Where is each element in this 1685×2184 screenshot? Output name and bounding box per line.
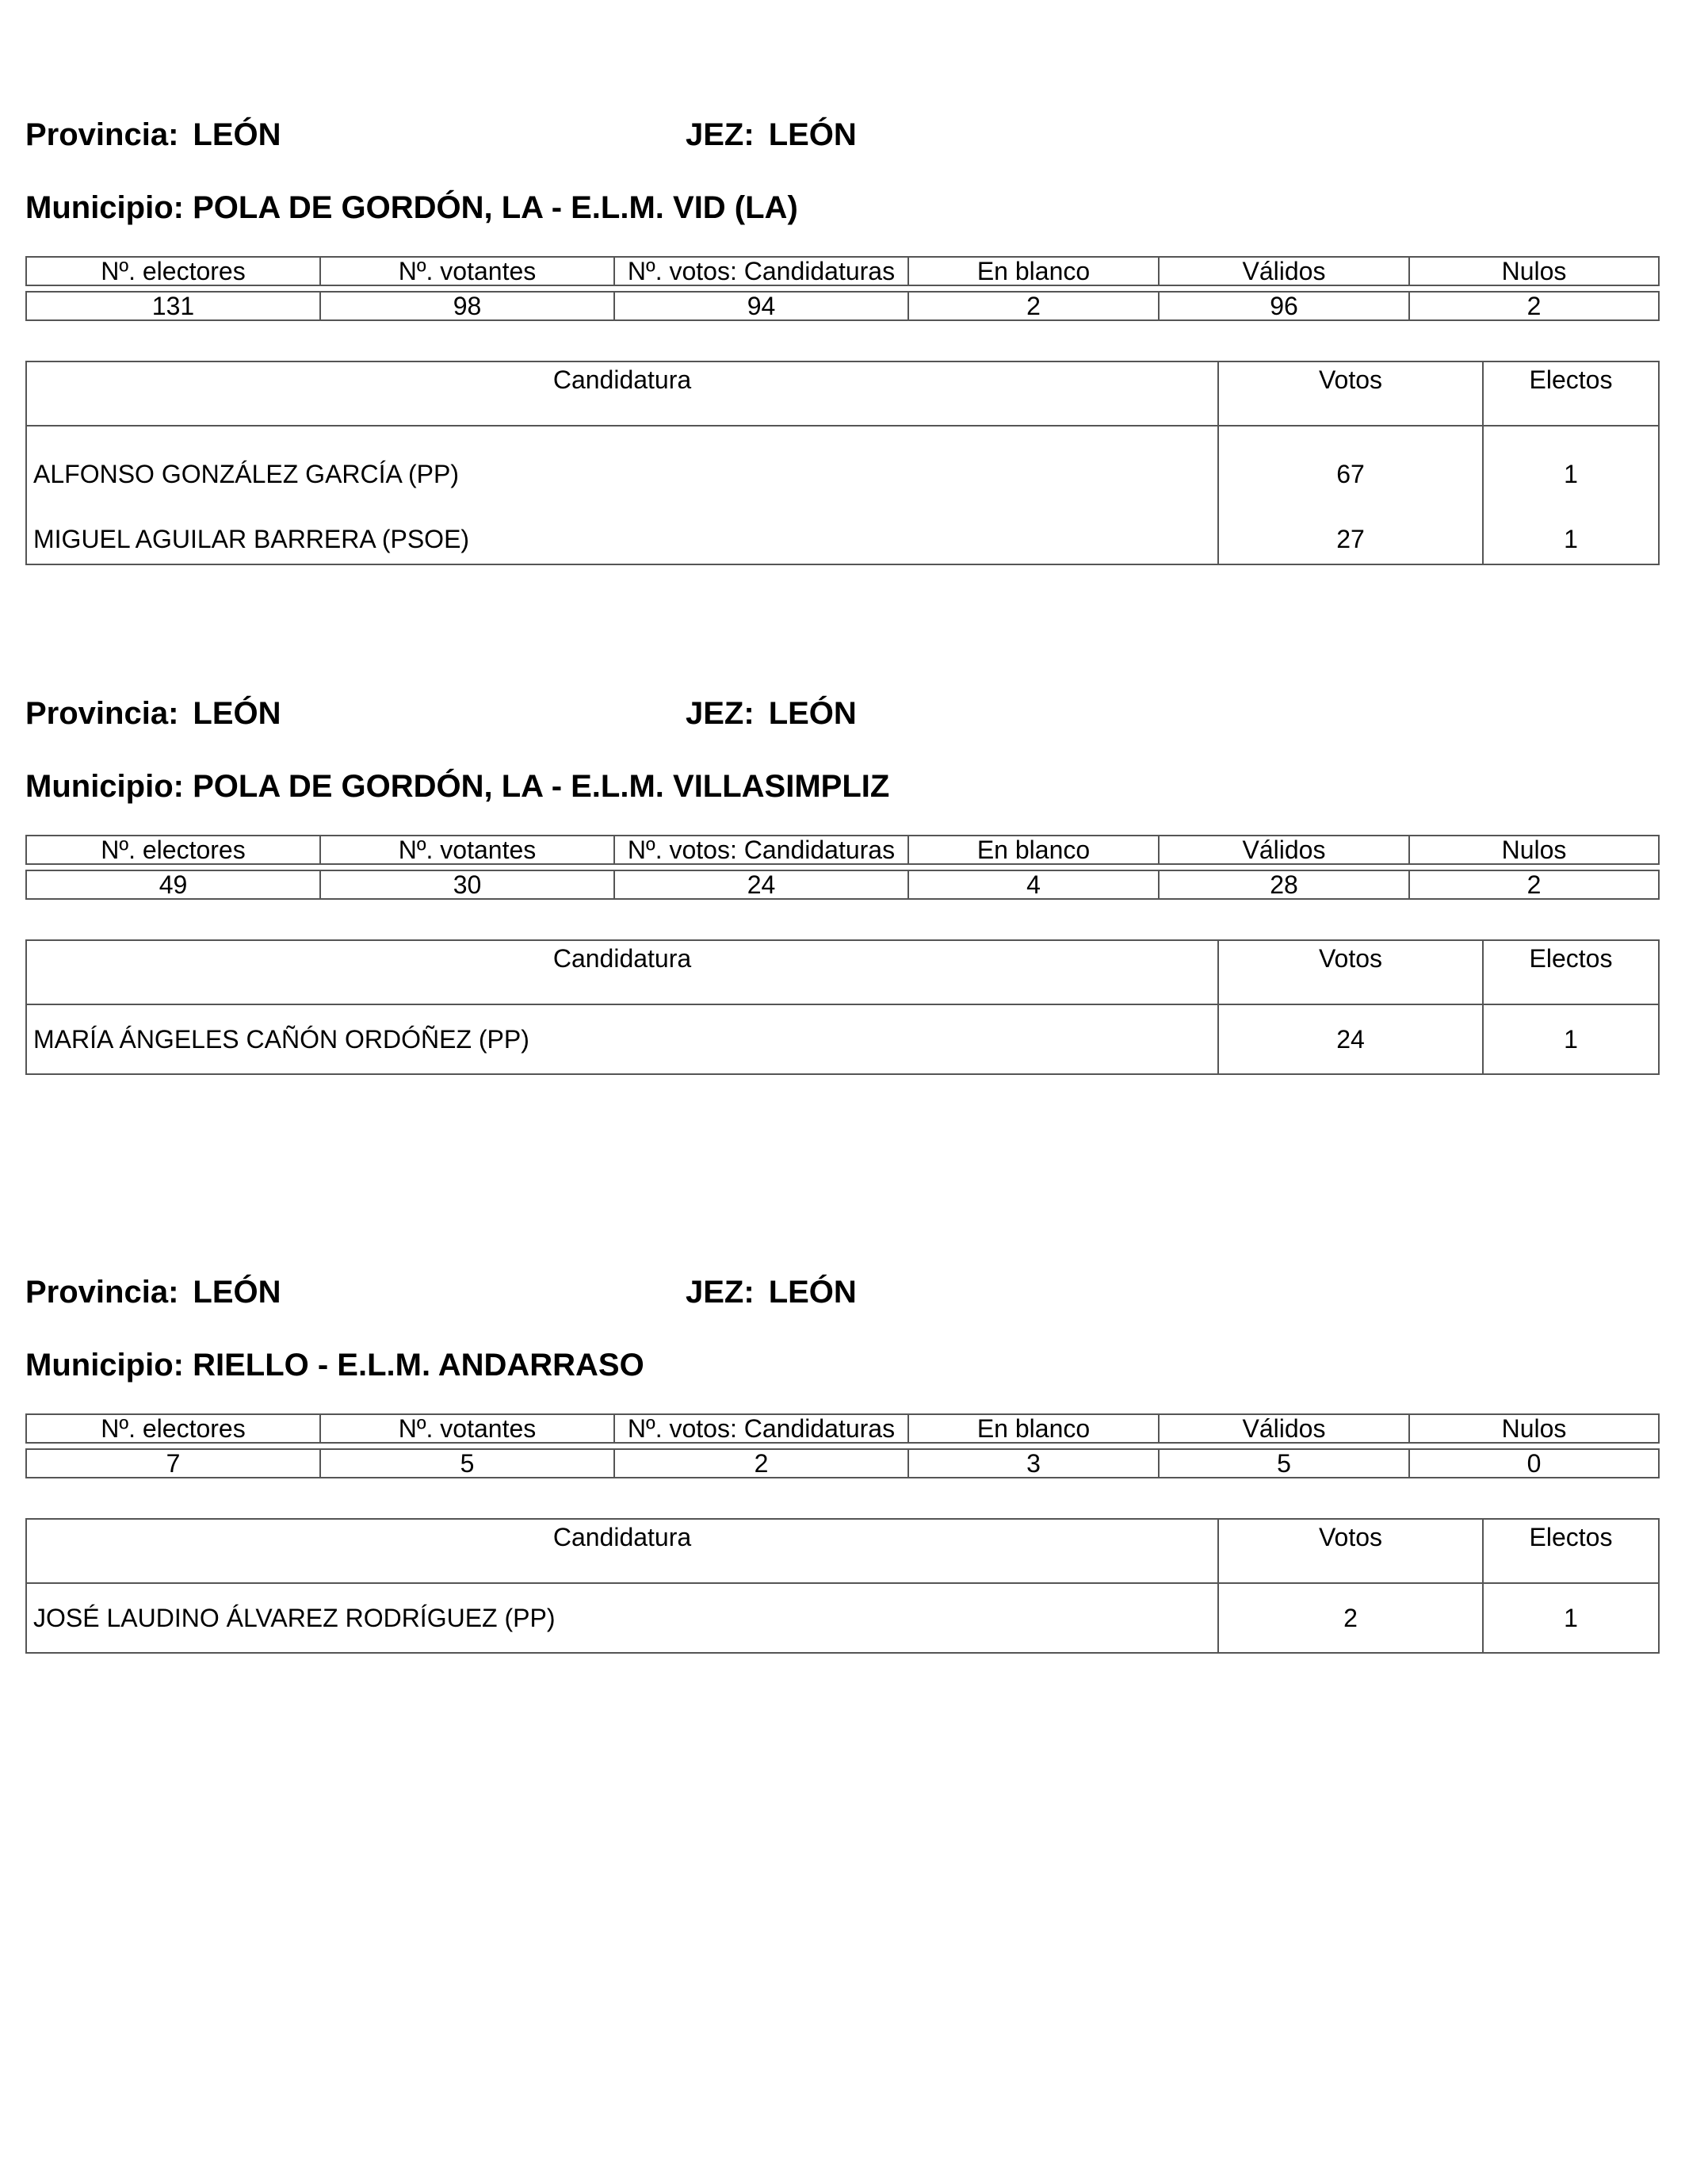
candidate-electos: 1 (1483, 1004, 1659, 1074)
provincia-value: LEÓN (193, 696, 281, 731)
summary-value-validos: 28 (1159, 870, 1409, 899)
candidate-votos: 27 (1218, 514, 1483, 564)
candidate-electos: 1 (1483, 514, 1659, 564)
candidate-name: MARÍA ÁNGELES CAÑÓN ORDÓÑEZ (PP) (26, 1004, 1218, 1074)
summary-value-en-blanco: 4 (908, 870, 1159, 899)
jez-value: LEÓN (768, 117, 857, 152)
summary-header-votantes: Nº. votantes (320, 1414, 614, 1443)
votos-header: Votos (1218, 1519, 1483, 1583)
jez-value: LEÓN (768, 1275, 857, 1310)
municipio-label: Municipio: (25, 190, 184, 225)
summary-header-nulos: Nulos (1409, 257, 1659, 285)
summary-header-votos-candidaturas: Nº. votos: Candidaturas (614, 836, 908, 864)
candidates-header-row (26, 1519, 1659, 1583)
summary-header-row (26, 257, 1659, 285)
provincia-value: LEÓN (193, 117, 281, 152)
summary-value-validos: 5 (1159, 1449, 1409, 1478)
municipio-line (25, 1345, 1658, 1385)
summary-header-en-blanco: En blanco (908, 257, 1159, 285)
summary-header-votantes: Nº. votantes (320, 836, 614, 864)
provincia-label: Provincia: (25, 696, 179, 731)
summary-header-row (26, 1414, 1659, 1443)
votos-header: Votos (1218, 361, 1483, 426)
candidate-row (26, 514, 1659, 564)
provincia-label: Provincia: (25, 117, 179, 152)
municipio-label: Municipio: (25, 769, 184, 804)
municipio-line (25, 767, 1658, 806)
summary-value-electores: 131 (26, 292, 320, 320)
summary-value-validos: 96 (1159, 292, 1409, 320)
candidatura-header: Candidatura (26, 361, 1218, 426)
electos-header: Electos (1483, 940, 1659, 1004)
candidate-electos: 1 (1483, 426, 1659, 514)
summary-value-votantes: 30 (320, 870, 614, 899)
summary-header-en-blanco: En blanco (908, 836, 1159, 864)
summary-value-votantes: 98 (320, 292, 614, 320)
candidate-votos: 2 (1218, 1583, 1483, 1653)
candidate-electos: 1 (1483, 1583, 1659, 1653)
candidate-name: MIGUEL AGUILAR BARRERA (PSOE) (26, 514, 1218, 564)
province-line (25, 694, 1658, 733)
candidate-votos: 24 (1218, 1004, 1483, 1074)
candidate-votos: 67 (1218, 426, 1483, 514)
electos-header: Electos (1483, 361, 1659, 426)
summary-value-row (26, 292, 1659, 320)
municipio-label: Municipio: (25, 1348, 184, 1383)
candidate-row (26, 426, 1659, 514)
province-line (25, 115, 1658, 155)
summary-header-votos-candidaturas: Nº. votos: Candidaturas (614, 257, 908, 285)
candidatura-header: Candidatura (26, 940, 1218, 1004)
municipio-value: POLA DE GORDÓN, LA - E.L.M. VID (LA) (193, 190, 798, 225)
summary-header-votantes: Nº. votantes (320, 257, 614, 285)
summary-header-electores: Nº. electores (26, 1414, 320, 1443)
summary-table (25, 835, 1660, 900)
summary-header-votos-candidaturas: Nº. votos: Candidaturas (614, 1414, 908, 1443)
summary-value-nulos: 0 (1409, 1449, 1659, 1478)
candidate-row (26, 1004, 1659, 1074)
summary-value-electores: 7 (26, 1449, 320, 1478)
summary-value-votos-candidaturas: 94 (614, 292, 908, 320)
provincia-value: LEÓN (193, 1275, 281, 1310)
summary-header-nulos: Nulos (1409, 836, 1659, 864)
summary-value-row (26, 1449, 1659, 1478)
jez-label: JEZ: (686, 696, 755, 731)
candidates-header-row (26, 361, 1659, 426)
candidates-table (25, 361, 1660, 565)
summary-header-validos: Válidos (1159, 1414, 1409, 1443)
summary-value-votantes: 5 (320, 1449, 614, 1478)
summary-value-nulos: 2 (1409, 870, 1659, 899)
summary-value-nulos: 2 (1409, 292, 1659, 320)
summary-value-votos-candidaturas: 24 (614, 870, 908, 899)
summary-header-validos: Válidos (1159, 836, 1409, 864)
summary-header-nulos: Nulos (1409, 1414, 1659, 1443)
summary-value-en-blanco: 3 (908, 1449, 1159, 1478)
electos-header: Electos (1483, 1519, 1659, 1583)
jez-label: JEZ: (686, 1275, 755, 1310)
province-line (25, 1272, 1658, 1312)
summary-header-en-blanco: En blanco (908, 1414, 1159, 1443)
municipio-line (25, 188, 1658, 228)
votos-header: Votos (1218, 940, 1483, 1004)
summary-value-row (26, 870, 1659, 899)
summary-header-row (26, 836, 1659, 864)
summary-value-en-blanco: 2 (908, 292, 1159, 320)
summary-value-votos-candidaturas: 2 (614, 1449, 908, 1478)
summary-header-validos: Válidos (1159, 257, 1409, 285)
candidate-name: JOSÉ LAUDINO ÁLVAREZ RODRÍGUEZ (PP) (26, 1583, 1218, 1653)
municipio-value: RIELLO - E.L.M. ANDARRASO (193, 1348, 644, 1383)
candidate-name: ALFONSO GONZÁLEZ GARCÍA (PP) (26, 426, 1218, 514)
candidatura-header: Candidatura (26, 1519, 1218, 1583)
jez-label: JEZ: (686, 117, 755, 152)
candidates-table (25, 1518, 1660, 1654)
jez-value: LEÓN (768, 696, 857, 731)
summary-header-electores: Nº. electores (26, 257, 320, 285)
summary-table (25, 256, 1660, 321)
provincia-label: Provincia: (25, 1275, 179, 1310)
summary-value-electores: 49 (26, 870, 320, 899)
summary-table (25, 1413, 1660, 1478)
summary-header-electores: Nº. electores (26, 836, 320, 864)
candidates-header-row (26, 940, 1659, 1004)
candidate-row (26, 1583, 1659, 1653)
candidates-table (25, 939, 1660, 1075)
municipio-value: POLA DE GORDÓN, LA - E.L.M. VILLASIMPLIZ (193, 769, 890, 804)
